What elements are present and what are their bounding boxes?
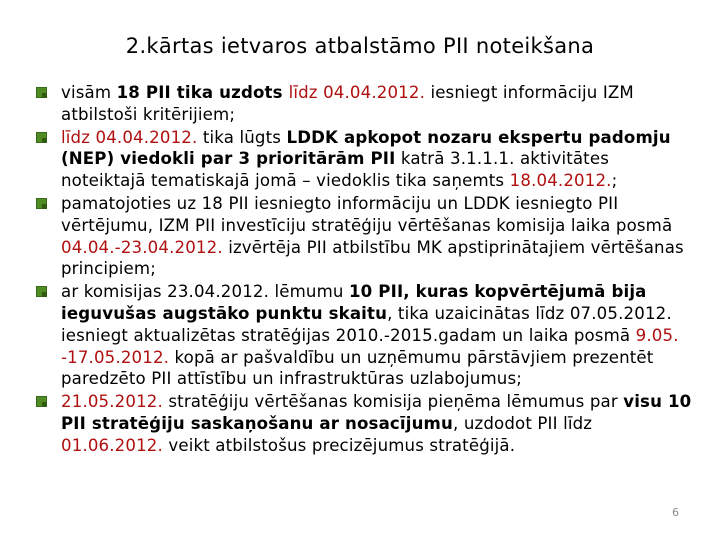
bullet-text-bold: LDDK apkopot nozaru ekspertu padomju (NEP) viedokli par 3 prioritārām PII bbox=[61, 127, 671, 169]
checkbox-bullet-icon bbox=[36, 396, 47, 407]
bullet-date: 21.05.2012. bbox=[61, 392, 163, 412]
bullet-text: kopā ar pašvaldību un uzņēmumu pārstāvjiem prezentēt paredzēto PII attīstību un infrastruktūras uzlabojumus; bbox=[61, 347, 654, 389]
bullet-text: , uzdodot PII līdz bbox=[452, 413, 593, 433]
bullet-date: līdz 04.04.2012. bbox=[288, 83, 426, 102]
bullet-text: iesniegt informāciju IZM atbilstoši kritērijiem; bbox=[61, 83, 634, 124]
checkbox-bullet-icon bbox=[36, 87, 47, 98]
checkbox-bullet-icon bbox=[36, 198, 47, 209]
bullet-text: visām bbox=[61, 83, 117, 102]
bullet-date: līdz 04.04.2012. bbox=[61, 127, 198, 147]
checkbox-bullet-icon bbox=[36, 286, 47, 297]
bullet-text: pamatojoties uz 18 PII iesniegto informāciju un LDDK iesniegto PII vērtējumu, IZM PII investīciju stratēģiju vērtēšanas komisija laika posmā bbox=[61, 193, 673, 235]
bullet-text: , tika uzaicinātas līdz 07.05.2012. iesniegt aktualizētas stratēģijas 2010.-2015.gadam un laika posmā bbox=[61, 303, 672, 345]
slide-title: 2.kārtas ietvaros atbalstāmo PII noteikšana bbox=[125, 34, 595, 58]
page-number: 6 bbox=[672, 506, 679, 519]
bullet-text-bold: 18 PII tika uzdots bbox=[116, 83, 289, 102]
bullet-text: veikt atbilstošus precizējumus stratēģijā. bbox=[162, 435, 516, 455]
bullet-text-bold: visu 10 PII stratēģiju saskaņošanu ar nosacījumu bbox=[61, 392, 692, 433]
bullet-item-1 bbox=[36, 82, 696, 126]
bullet-date: 9.05. -17.05.2012. bbox=[61, 325, 679, 367]
bullet-item-2 bbox=[36, 127, 696, 192]
bullet-date: 18.04.2012. bbox=[509, 171, 612, 191]
bullet-text-bold: 10 PII, kuras kopvērtējumā bija ieguvušas augstāko punktu skaitu bbox=[61, 282, 647, 323]
bullet-text: ; bbox=[611, 171, 618, 191]
bullet-item-4 bbox=[36, 281, 696, 390]
bullet-item-3 bbox=[36, 193, 696, 280]
bullet-item-5 bbox=[36, 391, 696, 456]
bullet-text: ar komisijas 23.04.2012. lēmumu bbox=[61, 282, 349, 302]
checkbox-bullet-icon bbox=[36, 132, 47, 143]
bullet-text: stratēģiju vērtēšanas komisija pieņēma lēmumus par bbox=[162, 392, 624, 412]
bullet-date: 04.04.-23.04.2012. bbox=[61, 237, 223, 257]
bullet-text: tika lūgts bbox=[197, 127, 287, 147]
bullet-date: 01.06.2012. bbox=[61, 435, 163, 455]
bullet-text: izvērtēja PII atbilstību MK apstiprinātajiem vērtēšanas principiem; bbox=[61, 237, 684, 279]
bullet-list bbox=[36, 82, 696, 457]
bullet-text: katrā 3.1.1.1. aktivitātes noteiktajā tematiskajā jomā – viedoklis tika saņemts bbox=[61, 149, 609, 191]
